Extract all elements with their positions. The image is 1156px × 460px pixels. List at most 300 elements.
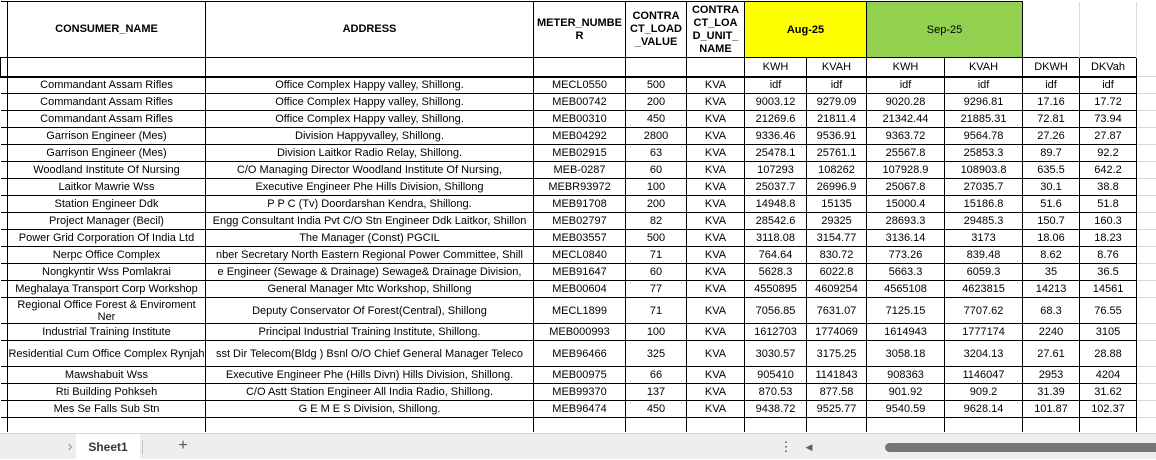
table-row xyxy=(1,298,1156,324)
cell-sep-kwh[interactable]: 5663.3 xyxy=(867,264,945,281)
cell-dkvah[interactable]: 4204 xyxy=(1080,367,1137,384)
empty-cell[interactable] xyxy=(534,58,626,77)
empty-cell xyxy=(1137,341,1156,367)
row-gutter xyxy=(1,111,8,128)
cell-aug-kvah[interactable]: 9525.77 xyxy=(807,401,867,418)
header-row-sub xyxy=(1,58,1156,77)
tab-divider xyxy=(142,440,143,454)
cell-dkvah[interactable]: 8.76 xyxy=(1080,247,1137,264)
cell-dkwh[interactable]: idf xyxy=(1023,77,1080,94)
cell-consumer-name[interactable]: Laitkor Mawrie Wss xyxy=(8,179,206,196)
empty-cell[interactable] xyxy=(626,58,687,77)
cell-dkvah[interactable]: 18.23 xyxy=(1080,230,1137,247)
cell-aug-kwh[interactable]: 9438.72 xyxy=(745,401,807,418)
cell-contract-load-unit[interactable]: KVA xyxy=(687,162,745,179)
header-row-main xyxy=(1,2,1156,58)
header-gutter xyxy=(1,58,8,77)
cell-contract-load-unit[interactable]: KVA xyxy=(687,128,745,145)
cell-consumer-name[interactable]: Nongkyntir Wss Pomlakrai xyxy=(8,264,206,281)
empty-cell[interactable] xyxy=(206,58,534,77)
table-row xyxy=(1,401,1156,418)
cell-dkvah[interactable]: 102.37 xyxy=(1080,401,1137,418)
cell-meter-number[interactable]: MEB000993 xyxy=(534,324,626,341)
header-meter-number[interactable]: METER_NUMBER xyxy=(534,2,626,58)
cell-dkwh[interactable]: 2953 xyxy=(1023,367,1080,384)
cell-meter-number[interactable]: MEB99370 xyxy=(534,384,626,401)
empty-cell xyxy=(1137,247,1156,264)
cell-sep-kvah[interactable]: 21885.31 xyxy=(945,111,1023,128)
cell-aug-kwh[interactable]: 905410 xyxy=(745,367,807,384)
cell-consumer-name[interactable]: Meghalaya Transport Corp Workshop xyxy=(8,281,206,298)
cell-contract-load-value[interactable]: 500 xyxy=(626,230,687,247)
cell-dkvah[interactable]: 28.88 xyxy=(1080,341,1137,367)
empty-cell xyxy=(945,418,1023,432)
add-sheet-button[interactable]: + xyxy=(166,434,200,460)
cell-meter-number[interactable]: MEB00742 xyxy=(534,94,626,111)
cell-dkvah[interactable]: idf xyxy=(1080,77,1137,94)
table-row xyxy=(1,162,1156,179)
cell-sep-kwh[interactable]: 908363 xyxy=(867,367,945,384)
cell-meter-number[interactable]: MEB00604 xyxy=(534,281,626,298)
cell-address[interactable]: e Engineer (Sewage & Drainage) Sewage& Drainage Division, xyxy=(206,264,534,281)
cell-address[interactable]: Principal Industrial Training Institute, Shillong. xyxy=(206,324,534,341)
cell-meter-number[interactable]: MEBR93972 xyxy=(534,179,626,196)
header-aug-kwh[interactable]: KWH xyxy=(745,58,807,77)
empty-cell xyxy=(1137,324,1156,341)
cell-sep-kvah[interactable]: 108903.8 xyxy=(945,162,1023,179)
header-month-aug[interactable]: Aug-25 xyxy=(745,2,867,58)
table-row xyxy=(1,367,1156,384)
cell-meter-number[interactable]: MECL0840 xyxy=(534,247,626,264)
cell-dkvah[interactable]: 642.2 xyxy=(1080,162,1137,179)
cell-dkwh[interactable]: 18.06 xyxy=(1023,230,1080,247)
table-row xyxy=(1,94,1156,111)
cell-dkwh[interactable]: 89.7 xyxy=(1023,145,1080,162)
cell-sep-kvah[interactable]: 839.48 xyxy=(945,247,1023,264)
cell-aug-kvah[interactable]: 25761.1 xyxy=(807,145,867,162)
cell-consumer-name[interactable]: Commandant Assam Rifles xyxy=(8,94,206,111)
cell-contract-load-value[interactable]: 137 xyxy=(626,384,687,401)
cell-address[interactable]: Executive Engineer Phe (Hills Divn) Hills Division, Shillong. xyxy=(206,367,534,384)
partial-row xyxy=(1,418,1156,432)
cell-address[interactable]: General Manager Mtc Workshop, Shillong xyxy=(206,281,534,298)
cell-dkwh[interactable]: 8.62 xyxy=(1023,247,1080,264)
cell-consumer-name[interactable]: Garrison Engineer (Mes) xyxy=(8,145,206,162)
cell-aug-kvah[interactable]: 108262 xyxy=(807,162,867,179)
cell-sep-kvah[interactable]: 7707.62 xyxy=(945,298,1023,324)
cell-dkvah[interactable]: 73.94 xyxy=(1080,111,1137,128)
cell-contract-load-value[interactable]: 500 xyxy=(626,77,687,94)
empty-cell[interactable] xyxy=(687,58,745,77)
cell-sep-kvah[interactable]: 4623815 xyxy=(945,281,1023,298)
cell-contract-load-unit[interactable]: KVA xyxy=(687,298,745,324)
cell-dkvah[interactable]: 38.8 xyxy=(1080,179,1137,196)
cell-dkwh[interactable]: 27.26 xyxy=(1023,128,1080,145)
cell-contract-load-unit[interactable]: KVA xyxy=(687,213,745,230)
cell-consumer-name[interactable]: Mes Se Falls Sub Stn xyxy=(8,401,206,418)
cell-meter-number[interactable]: MECL1899 xyxy=(534,298,626,324)
table-row xyxy=(1,341,1156,367)
cell-sep-kwh[interactable]: 9540.59 xyxy=(867,401,945,418)
cell-meter-number[interactable]: MEB91708 xyxy=(534,196,626,213)
cell-sep-kwh[interactable]: 3136.14 xyxy=(867,230,945,247)
cell-meter-number[interactable]: MEB02797 xyxy=(534,213,626,230)
cell-aug-kwh[interactable]: 4550895 xyxy=(745,281,807,298)
cell-contract-load-value[interactable]: 100 xyxy=(626,324,687,341)
cell-aug-kwh[interactable]: 3118.08 xyxy=(745,230,807,247)
cell-contract-load-value[interactable]: 71 xyxy=(626,298,687,324)
cell-meter-number[interactable]: MEB00975 xyxy=(534,367,626,384)
empty-cell xyxy=(1137,145,1156,162)
cell-sep-kwh[interactable]: 1614943 xyxy=(867,324,945,341)
cell-consumer-name[interactable]: Industrial Training Institute xyxy=(8,324,206,341)
cell-aug-kwh[interactable]: 9003.12 xyxy=(745,94,807,111)
cell-dkvah[interactable]: 36.5 xyxy=(1080,264,1137,281)
cell-aug-kvah[interactable]: 7631.07 xyxy=(807,298,867,324)
table-row xyxy=(1,281,1156,298)
cell-consumer-name[interactable]: Commandant Assam Rifles xyxy=(8,111,206,128)
empty-cell xyxy=(807,418,867,432)
empty-cell xyxy=(1137,58,1156,77)
cell-aug-kvah[interactable]: 15135 xyxy=(807,196,867,213)
table-row xyxy=(1,77,1156,94)
cell-contract-load-value[interactable]: 60 xyxy=(626,264,687,281)
cell-dkwh[interactable]: 2240 xyxy=(1023,324,1080,341)
cell-aug-kvah[interactable]: 1774069 xyxy=(807,324,867,341)
cell-sep-kwh[interactable]: 7125.15 xyxy=(867,298,945,324)
empty-cell xyxy=(1023,418,1080,432)
header-sep-kvah[interactable]: KVAH xyxy=(945,58,1023,77)
header-dkvah[interactable]: DKVah xyxy=(1080,58,1137,77)
empty-cell xyxy=(867,418,945,432)
cell-dkvah[interactable]: 31.62 xyxy=(1080,384,1137,401)
cell-consumer-name[interactable]: Woodland Institute Of Nursing xyxy=(8,162,206,179)
cell-contract-load-value[interactable]: 66 xyxy=(626,367,687,384)
empty-cell xyxy=(1137,94,1156,111)
cell-dkwh[interactable]: 150.7 xyxy=(1023,213,1080,230)
cell-consumer-name[interactable]: Mawshabuit Wss xyxy=(8,367,206,384)
row-gutter xyxy=(1,94,8,111)
cell-aug-kvah[interactable]: 26996.9 xyxy=(807,179,867,196)
cell-contract-load-unit[interactable]: KVA xyxy=(687,281,745,298)
cell-contract-load-value[interactable]: 450 xyxy=(626,401,687,418)
cell-aug-kwh[interactable]: 25478.1 xyxy=(745,145,807,162)
cell-dkvah[interactable]: 3105 xyxy=(1080,324,1137,341)
empty-cell xyxy=(1137,418,1156,432)
cell-dkvah[interactable]: 92.2 xyxy=(1080,145,1137,162)
cell-aug-kwh[interactable]: 25037.7 xyxy=(745,179,807,196)
header-dkwh[interactable]: DKWH xyxy=(1023,58,1080,77)
cell-contract-load-unit[interactable]: KVA xyxy=(687,196,745,213)
cell-dkwh[interactable]: 31.39 xyxy=(1023,384,1080,401)
table-row xyxy=(1,128,1156,145)
cell-dkwh[interactable]: 635.5 xyxy=(1023,162,1080,179)
cell-sep-kvah[interactable]: 1777174 xyxy=(945,324,1023,341)
cell-sep-kwh[interactable]: 3058.18 xyxy=(867,341,945,367)
cell-sep-kwh[interactable]: 107928.9 xyxy=(867,162,945,179)
empty-cell xyxy=(8,418,206,432)
empty-cell xyxy=(1137,213,1156,230)
cell-aug-kwh[interactable]: 14948.8 xyxy=(745,196,807,213)
cell-sep-kwh[interactable]: 9020.28 xyxy=(867,94,945,111)
cell-address[interactable]: G E M E S Division, Shillong. xyxy=(206,401,534,418)
cell-meter-number[interactable]: MEB02915 xyxy=(534,145,626,162)
table-row xyxy=(1,230,1156,247)
cell-aug-kvah[interactable]: idf xyxy=(807,77,867,94)
cell-contract-load-unit[interactable]: KVA xyxy=(687,264,745,281)
cell-dkwh[interactable]: 68.3 xyxy=(1023,298,1080,324)
cell-address[interactable]: The Manager (Const) PGCIL xyxy=(206,230,534,247)
cell-contract-load-unit[interactable]: KVA xyxy=(687,341,745,367)
cell-address[interactable]: sst Dir Telecom(Bldg ) Bsnl O/O Chief General Manager Teleco xyxy=(206,341,534,367)
empty-cell xyxy=(687,418,745,432)
sheet-nav-chevron-icon[interactable]: › xyxy=(52,434,88,460)
empty-cell xyxy=(1137,384,1156,401)
row-gutter xyxy=(1,418,8,432)
cell-sep-kwh[interactable]: idf xyxy=(867,77,945,94)
cell-sep-kwh[interactable]: 9363.72 xyxy=(867,128,945,145)
empty-cell xyxy=(206,418,534,432)
table-row xyxy=(1,247,1156,264)
cell-contract-load-value[interactable]: 77 xyxy=(626,281,687,298)
empty-cell xyxy=(1137,298,1156,324)
cell-consumer-name[interactable]: Rti Building Pohkseh xyxy=(8,384,206,401)
cell-aug-kwh[interactable]: 1612703 xyxy=(745,324,807,341)
cell-consumer-name[interactable]: Nerpc Office Complex xyxy=(8,247,206,264)
cell-sep-kvah[interactable]: 909.2 xyxy=(945,384,1023,401)
cell-aug-kwh[interactable]: 107293 xyxy=(745,162,807,179)
cell-address[interactable]: Office Complex Happy valley, Shillong. xyxy=(206,77,534,94)
cell-address[interactable]: Executive Engineer Phe Hills Division, Shillong xyxy=(206,179,534,196)
cell-contract-load-value[interactable]: 100 xyxy=(626,179,687,196)
cell-aug-kwh[interactable]: idf xyxy=(745,77,807,94)
header-month-sep[interactable]: Sep-25 xyxy=(867,2,1023,58)
cell-aug-kwh[interactable]: 28542.6 xyxy=(745,213,807,230)
cell-contract-load-unit[interactable]: KVA xyxy=(687,230,745,247)
empty-cell xyxy=(1137,264,1156,281)
cell-sep-kwh[interactable]: 773.26 xyxy=(867,247,945,264)
cell-dkwh[interactable]: 17.16 xyxy=(1023,94,1080,111)
tab-sheet1[interactable]: Sheet1 xyxy=(76,434,140,460)
cell-address[interactable]: Engg Consultant India Pvt C/O Stn Engineer Ddk Laitkor, Shillon xyxy=(206,213,534,230)
cell-address[interactable]: Office Complex Happy valley, Shillong. xyxy=(206,94,534,111)
header-consumer-name[interactable]: CONSUMER_NAME xyxy=(8,2,206,58)
cell-contract-load-value[interactable]: 200 xyxy=(626,94,687,111)
scrollbar-dots-icon[interactable]: ⋮ xyxy=(779,439,793,455)
table-row xyxy=(1,384,1156,401)
cell-sep-kvah[interactable]: idf xyxy=(945,77,1023,94)
cell-sep-kvah[interactable]: 9564.78 xyxy=(945,128,1023,145)
table-row xyxy=(1,145,1156,162)
cell-meter-number[interactable]: MECL0550 xyxy=(534,77,626,94)
empty-cell xyxy=(1137,77,1156,94)
cell-sep-kvah[interactable]: 27035.7 xyxy=(945,179,1023,196)
header-aug-kvah[interactable]: KVAH xyxy=(807,58,867,77)
cell-aug-kvah[interactable]: 9279.09 xyxy=(807,94,867,111)
cell-address[interactable]: Deputy Conservator Of Forest(Central), Shillong xyxy=(206,298,534,324)
cell-meter-number[interactable]: MEB96466 xyxy=(534,341,626,367)
row-gutter xyxy=(1,384,8,401)
cell-dkwh[interactable]: 27.61 xyxy=(1023,341,1080,367)
cell-dkvah[interactable]: 14561 xyxy=(1080,281,1137,298)
cell-aug-kvah[interactable]: 830.72 xyxy=(807,247,867,264)
cell-contract-load-value[interactable]: 200 xyxy=(626,196,687,213)
cell-consumer-name[interactable]: Regional Office Forest & Enviroment Ner xyxy=(8,298,206,324)
cell-consumer-name[interactable]: Residential Cum Office Complex Rynjah xyxy=(8,341,206,367)
cell-sep-kvah[interactable]: 9296.81 xyxy=(945,94,1023,111)
empty-cell xyxy=(1080,418,1137,432)
cell-sep-kvah[interactable]: 3204.13 xyxy=(945,341,1023,367)
cell-address[interactable]: Division Laitkor Radio Relay, Shillong. xyxy=(206,145,534,162)
empty-cell xyxy=(534,418,626,432)
header-sep-kwh[interactable]: KWH xyxy=(867,58,945,77)
cell-sep-kwh[interactable]: 25067.8 xyxy=(867,179,945,196)
cell-sep-kvah[interactable]: 29485.3 xyxy=(945,213,1023,230)
cell-sep-kvah[interactable]: 3173 xyxy=(945,230,1023,247)
row-gutter xyxy=(1,247,8,264)
cell-aug-kvah[interactable]: 4609254 xyxy=(807,281,867,298)
cell-meter-number[interactable]: MEB96474 xyxy=(534,401,626,418)
cell-sep-kvah[interactable]: 6059.3 xyxy=(945,264,1023,281)
cell-sep-kvah[interactable]: 15186.8 xyxy=(945,196,1023,213)
horizontal-scrollbar-thumb[interactable] xyxy=(885,443,1156,452)
cell-sep-kwh[interactable]: 21342.44 xyxy=(867,111,945,128)
cell-aug-kvah[interactable]: 877.58 xyxy=(807,384,867,401)
cell-dkwh[interactable]: 72.81 xyxy=(1023,111,1080,128)
cell-contract-load-value[interactable]: 82 xyxy=(626,213,687,230)
cell-sep-kvah[interactable]: 1146047 xyxy=(945,367,1023,384)
cell-contract-load-unit[interactable]: KVA xyxy=(687,384,745,401)
empty-cell xyxy=(1137,230,1156,247)
empty-cell xyxy=(1137,367,1156,384)
cell-dkwh[interactable]: 51.6 xyxy=(1023,196,1080,213)
cell-aug-kwh[interactable]: 5628.3 xyxy=(745,264,807,281)
header-contract-load-unit-name[interactable]: CONTRACT_LOAD_UNIT_NAME xyxy=(687,2,745,58)
cell-address[interactable]: Division Happyvalley, Shillong. xyxy=(206,128,534,145)
cell-contract-load-unit[interactable]: KVA xyxy=(687,324,745,341)
cell-meter-number[interactable]: MEB04292 xyxy=(534,128,626,145)
cell-dkvah[interactable]: 76.55 xyxy=(1080,298,1137,324)
cell-contract-load-value[interactable]: 2800 xyxy=(626,128,687,145)
empty-cell xyxy=(745,418,807,432)
cell-consumer-name[interactable]: Power Grid Corporation Of India Ltd xyxy=(8,230,206,247)
cell-dkvah[interactable]: 17.72 xyxy=(1080,94,1137,111)
cell-dkwh[interactable]: 14213 xyxy=(1023,281,1080,298)
cell-aug-kvah[interactable]: 21811.4 xyxy=(807,111,867,128)
cell-contract-load-unit[interactable]: KVA xyxy=(687,367,745,384)
cell-consumer-name[interactable]: Commandant Assam Rifles xyxy=(8,77,206,94)
cell-dkvah[interactable]: 160.3 xyxy=(1080,213,1137,230)
cell-aug-kwh[interactable]: 870.53 xyxy=(745,384,807,401)
cell-sep-kwh[interactable]: 15000.4 xyxy=(867,196,945,213)
header-contract-load-value[interactable]: CONTRACT_LOAD_VALUE xyxy=(626,2,687,58)
cell-address[interactable]: C/O Astt Station Engineer All India Radio, Shillong. xyxy=(206,384,534,401)
cell-meter-number[interactable]: MEB00310 xyxy=(534,111,626,128)
scrollbar-left-arrow-icon[interactable]: ◀ xyxy=(802,442,816,454)
row-gutter xyxy=(1,128,8,145)
cell-contract-load-value[interactable]: 60 xyxy=(626,162,687,179)
empty-cell xyxy=(1137,281,1156,298)
cell-meter-number[interactable]: MEB91647 xyxy=(534,264,626,281)
cell-aug-kvah[interactable]: 9536.91 xyxy=(807,128,867,145)
cell-dkwh[interactable]: 101.87 xyxy=(1023,401,1080,418)
cell-aug-kwh[interactable]: 9336.46 xyxy=(745,128,807,145)
cell-dkvah[interactable]: 51.8 xyxy=(1080,196,1137,213)
row-gutter xyxy=(1,367,8,384)
cell-aug-kvah[interactable]: 3175.25 xyxy=(807,341,867,367)
row-gutter xyxy=(1,281,8,298)
cell-contract-load-unit[interactable]: KVA xyxy=(687,94,745,111)
table-row xyxy=(1,196,1156,213)
cell-contract-load-value[interactable]: 63 xyxy=(626,145,687,162)
cell-dkwh[interactable]: 35 xyxy=(1023,264,1080,281)
empty-cell xyxy=(1137,401,1156,418)
cell-aug-kvah[interactable]: 29325 xyxy=(807,213,867,230)
cell-aug-kvah[interactable]: 3154.77 xyxy=(807,230,867,247)
row-gutter xyxy=(1,196,8,213)
cell-address[interactable]: nber Secretary North Eastern Regional Power Committee, Shill xyxy=(206,247,534,264)
cell-consumer-name[interactable]: Station Engineer Ddk xyxy=(8,196,206,213)
row-gutter xyxy=(1,230,8,247)
cell-meter-number[interactable]: MEB03557 xyxy=(534,230,626,247)
row-gutter xyxy=(1,324,8,341)
cell-aug-kwh[interactable]: 7056.85 xyxy=(745,298,807,324)
cell-aug-kwh[interactable]: 3030.57 xyxy=(745,341,807,367)
cell-consumer-name[interactable]: Project Manager (Becil) xyxy=(8,213,206,230)
row-gutter xyxy=(1,401,8,418)
cell-aug-kwh[interactable]: 764.64 xyxy=(745,247,807,264)
cell-contract-load-value[interactable]: 71 xyxy=(626,247,687,264)
table-row xyxy=(1,264,1156,281)
cell-sep-kvah[interactable]: 9628.14 xyxy=(945,401,1023,418)
cell-dkvah[interactable]: 27.87 xyxy=(1080,128,1137,145)
cell-consumer-name[interactable]: Garrison Engineer (Mes) xyxy=(8,128,206,145)
cell-sep-kwh[interactable]: 25567.8 xyxy=(867,145,945,162)
empty-cell[interactable] xyxy=(8,58,206,77)
row-gutter xyxy=(1,145,8,162)
cell-contract-load-unit[interactable]: KVA xyxy=(687,179,745,196)
row-gutter xyxy=(1,179,8,196)
cell-contract-load-unit[interactable]: KVA xyxy=(687,145,745,162)
cell-sep-kwh[interactable]: 28693.3 xyxy=(867,213,945,230)
cell-address[interactable]: C/O Managing Director Woodland Institute Of Nursing, xyxy=(206,162,534,179)
cell-contract-load-unit[interactable]: KVA xyxy=(687,401,745,418)
cell-aug-kwh[interactable]: 21269.6 xyxy=(745,111,807,128)
cell-contract-load-unit[interactable]: KVA xyxy=(687,77,745,94)
cell-contract-load-unit[interactable]: KVA xyxy=(687,111,745,128)
header-address[interactable]: ADDRESS xyxy=(206,2,534,58)
cell-sep-kwh[interactable]: 901.92 xyxy=(867,384,945,401)
cell-aug-kvah[interactable]: 1141843 xyxy=(807,367,867,384)
cell-address[interactable]: P P C (Tv) Doordarshan Kendra, Shillong. xyxy=(206,196,534,213)
cell-sep-kvah[interactable]: 25853.3 xyxy=(945,145,1023,162)
empty-cell xyxy=(1137,128,1156,145)
empty-cell xyxy=(1137,179,1156,196)
row-gutter xyxy=(1,298,8,324)
cell-contract-load-value[interactable]: 325 xyxy=(626,341,687,367)
header-gutter xyxy=(1,2,8,58)
empty-cell xyxy=(1137,2,1156,58)
empty-cell xyxy=(1137,162,1156,179)
cell-address[interactable]: Office Complex Happy valley, Shillong. xyxy=(206,111,534,128)
empty-cell xyxy=(626,418,687,432)
cell-meter-number[interactable]: MEB-0287 xyxy=(534,162,626,179)
cell-sep-kwh[interactable]: 4565108 xyxy=(867,281,945,298)
cell-contract-load-unit[interactable]: KVA xyxy=(687,247,745,264)
cell-dkwh[interactable]: 30.1 xyxy=(1023,179,1080,196)
cell-contract-load-value[interactable]: 450 xyxy=(626,111,687,128)
cell-aug-kvah[interactable]: 6022.8 xyxy=(807,264,867,281)
